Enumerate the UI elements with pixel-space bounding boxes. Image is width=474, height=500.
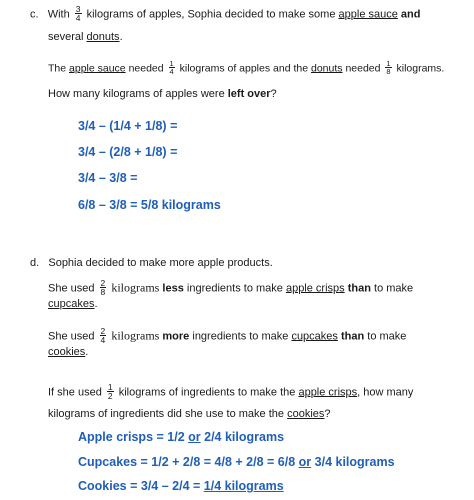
question-d-line-7 bbox=[48, 407, 331, 421]
term-donuts: donuts bbox=[86, 31, 120, 43]
text: Cookies = 3/4 – 2/4 = bbox=[78, 479, 201, 493]
text: She used bbox=[48, 330, 95, 343]
text: kilograms of ingredients to make the bbox=[118, 386, 296, 399]
text: How many kilograms of apples were bbox=[48, 88, 225, 100]
term-cupcakes: cupcakes bbox=[48, 298, 95, 310]
text: to make bbox=[374, 282, 414, 295]
term-donuts: donuts bbox=[310, 62, 343, 75]
answer-cookies bbox=[78, 479, 284, 493]
text: kilograms. bbox=[396, 62, 445, 75]
question-d-line-3 bbox=[48, 297, 98, 311]
text: kilograms of apples and the bbox=[179, 62, 309, 75]
question-label-d: d. bbox=[30, 257, 40, 269]
term-more: more bbox=[162, 330, 190, 343]
question-d-line-1 bbox=[30, 256, 273, 270]
text: ingredients to make bbox=[192, 330, 289, 343]
answer-apple-crisps bbox=[78, 430, 284, 444]
answer-cupcakes bbox=[78, 455, 395, 469]
text: ingredients to make bbox=[186, 282, 283, 295]
term-apple-sauce: apple sauce bbox=[69, 62, 126, 75]
term-apple-crisps: apple crisps bbox=[285, 282, 345, 295]
text: needed bbox=[345, 62, 381, 75]
text: and bbox=[400, 8, 421, 21]
question-label-c: c. bbox=[30, 8, 39, 21]
text: . bbox=[85, 346, 89, 358]
text: 3/4 kilograms bbox=[314, 455, 395, 469]
text: ? bbox=[324, 408, 331, 420]
work-step-4: 6/8 – 3/8 = 5/8 kilograms bbox=[78, 198, 221, 212]
question-d-line-2 bbox=[48, 280, 413, 297]
question-d-line-4 bbox=[48, 328, 406, 345]
term-cookies: cookies bbox=[48, 346, 86, 358]
text: If she used bbox=[48, 386, 102, 399]
fraction-one-eighth: $\frac{1}{8}$ bbox=[386, 59, 391, 76]
work-step-2: 3/4 – (2/8 + 1/8) = bbox=[78, 145, 178, 159]
text: kilograms of ingredients did she use to make the bbox=[48, 408, 285, 420]
text: several bbox=[48, 31, 84, 43]
text: She used bbox=[48, 282, 95, 295]
fraction-two-eighths: $\frac{2}{8}$ bbox=[100, 278, 106, 297]
text: or bbox=[298, 455, 312, 469]
text: , how many bbox=[357, 386, 414, 399]
text: needed bbox=[128, 62, 164, 75]
work-step-1: 3/4 – (1/4 + 1/8) = bbox=[78, 119, 178, 133]
text: kilograms bbox=[111, 328, 160, 343]
fraction-one-half: $\frac{1}{2}$ bbox=[107, 382, 113, 401]
final-answer: 1/4 kilograms bbox=[203, 479, 284, 493]
question-c-line-4 bbox=[48, 87, 277, 101]
text: The bbox=[48, 62, 67, 75]
term-cupcakes: cupcakes bbox=[291, 330, 338, 343]
term-than: than bbox=[347, 282, 371, 295]
text: Apple crisps = 1/2 bbox=[78, 430, 185, 444]
text: kilograms of apples, Sophia decided to make some bbox=[86, 8, 336, 21]
text: . bbox=[119, 31, 123, 43]
text: ? bbox=[270, 88, 277, 100]
term-left-over: left over bbox=[227, 88, 271, 100]
text: to make bbox=[367, 330, 407, 343]
text: or bbox=[188, 430, 201, 444]
work-step-3: 3/4 – 3/8 = bbox=[78, 171, 138, 185]
fraction-one-quarter: $\frac{1}{4}$ bbox=[169, 59, 174, 76]
term-than: than bbox=[340, 330, 365, 343]
question-c-line-1 bbox=[30, 6, 420, 23]
term-less: less bbox=[162, 282, 184, 295]
text: Sophia decided to make more apple products. bbox=[48, 257, 273, 269]
fraction-three-quarters: $\frac{3}{4}$ bbox=[75, 4, 81, 23]
term-apple-crisps: apple crisps bbox=[298, 386, 358, 399]
text: kilograms bbox=[111, 280, 160, 295]
text: . bbox=[94, 298, 98, 310]
question-d-line-5 bbox=[48, 345, 88, 359]
term-apple-sauce: apple sauce bbox=[338, 8, 398, 21]
text: 2/4 kilograms bbox=[204, 430, 285, 444]
term-cookies: cookies bbox=[287, 408, 325, 420]
question-d-line-6 bbox=[48, 384, 413, 401]
question-c-line-2 bbox=[48, 30, 123, 44]
fraction-two-quarters: $\frac{2}{4}$ bbox=[100, 326, 106, 345]
question-c-line-3 bbox=[48, 61, 444, 76]
text: Cupcakes = 1/2 + 2/8 = 4/8 + 2/8 = 6/8 bbox=[78, 455, 296, 469]
text: With bbox=[47, 8, 70, 21]
